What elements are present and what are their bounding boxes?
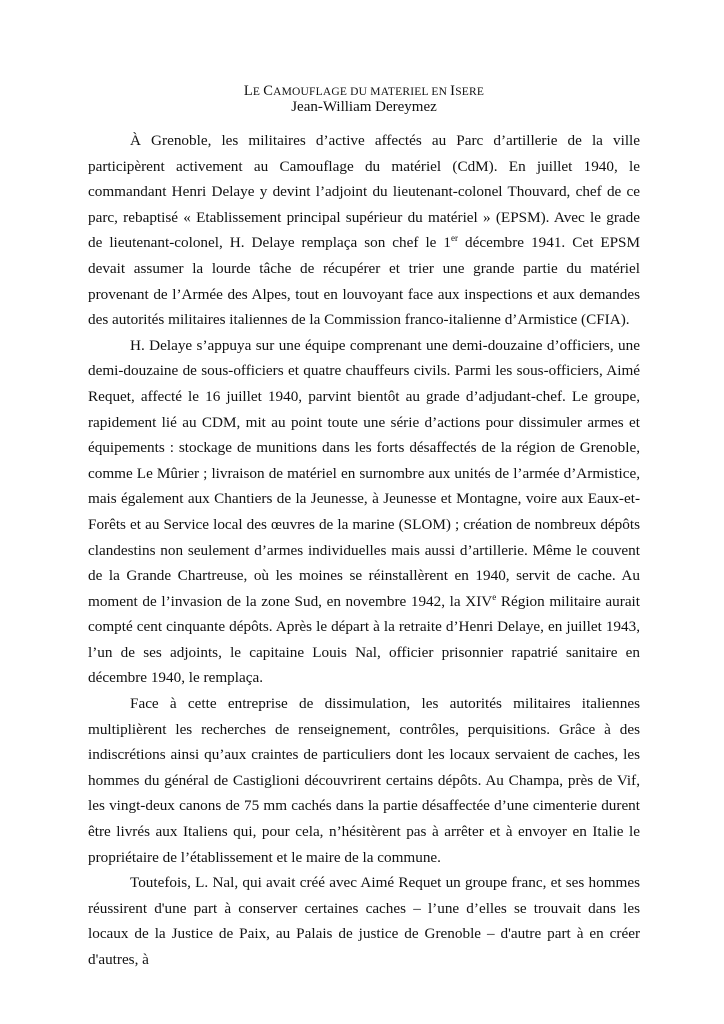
title-segment: C [263, 83, 274, 99]
paragraph-text: Face à cette entreprise de dissimulation, les autorités militaires italiennes multiplièrent les recherches de renseignement, contrôles, perquisitions. Grâce à des indiscrétions ainsi qu’aux craintes de particuliers dont les locaux servaient de caches, les hommes du général de Castiglioni découvrirent certains dépôts. Au Champa, près de Vif, les vingt-deux canons de 75 mm cachés dans la partie désaffectée d’une cimenterie durent être livrés aux Italiens qui, pour cela, n’hésitèrent pas à arrêter et à envoyer en Italie le propriétaire de l’établissement et le maire de la commune. [88, 695, 640, 866]
paragraph [88, 333, 640, 691]
superscript: er [451, 233, 459, 244]
paragraph [88, 870, 640, 972]
paragraph-text: Toutefois, L. Nal, qui avait créé avec Aimé Requet un groupe franc, et ses hommes réussirent d'une part à conserver certaines caches – l’une d’elles se trouvait dans les locaux de la Justice de Paix, au Palais de justice de Grenoble – d'autre part à en créer d'autres, à [88, 874, 640, 968]
paragraph-text: À Grenoble, les militaires d’active affectés au Parc d’artillerie de la ville participèrent activement au Camouflage du matériel (CdM). En juillet 1940, le commandant Henri Delaye y devint l’adjoint du lieutenant-colonel Thouvard, chef de ce parc, rebaptisé « Etablissement principal supérieur du matériel » (EPSM). Avec le grade de lieutenant-colonel, H. Delaye remplaça son chef le 1 [88, 132, 640, 252]
title-segment: L [243, 83, 253, 99]
paragraph-text: décembre 1941. Cet EPSM devait assumer la lourde tâche de récupérer et trier une grande partie du matériel provenant de l’Armée des Alpes, tout en louvoyant face aux inspections et aux demandes des autorités militaires italiennes de la Commission franco-italienne d’Armistice (CFIA). [88, 234, 640, 329]
document-page [88, 84, 640, 973]
paragraph-text: Région militaire aurait compté cent cinquante dépôts. Après le départ à la retraite d’Henri Delaye, en juillet 1943, l’un de ses adjoints, le capitaine Louis Nal, officier prisonnier rapatrié sanitaire en décembre 1940, le remplaça. [88, 592, 640, 687]
paragraph-text: H. Delaye s’appuya sur une équipe comprenant une demi-douzaine d’officiers, une demi-douzaine de sous-officiers et quatre chauffeurs civils. Parmi les sous-officiers, Aimé Requet, affecté le 16 juillet 1940, parvint bientôt au grade d’adjudant-chef. Le groupe, rapidement lié au CDM, mit au point toute une série d’actions pour dissimuler armes et équipements : stockage de munitions dans les forts désaffectés de la région de Grenoble, comme Le Mûrier ; livraison de matériel en surnombre aux unités de l’armée d’Armistice, mais également aux Chantiers de la Jeunesse, à Jeunesse et Montagne, voire aux Eaux-et-Forêts et au Service local des œuvres de la marine (SLOM) ; création de nombreux dépôts clandestins non seulement d’armes individuelles mais aussi d’artillerie. Même le couvent de la Grande Chartreuse, où les moines se réinstallèrent en 1940, servit de cache. Au moment de l’invasion de la zone Sud, en novembre 1942, la XIV [88, 336, 640, 610]
document-title [88, 84, 640, 99]
paragraph [88, 128, 640, 333]
title-segment: SERE [455, 86, 485, 98]
title-segment: I [450, 83, 456, 99]
document-body [88, 128, 640, 973]
document-author: Jean-William Dereymez [291, 99, 437, 115]
superscript: e [492, 591, 497, 602]
title-segment: E [252, 86, 264, 98]
title-segment: AMOUFLAGE DU MATERIEL EN [273, 86, 451, 98]
paragraph [88, 691, 640, 870]
